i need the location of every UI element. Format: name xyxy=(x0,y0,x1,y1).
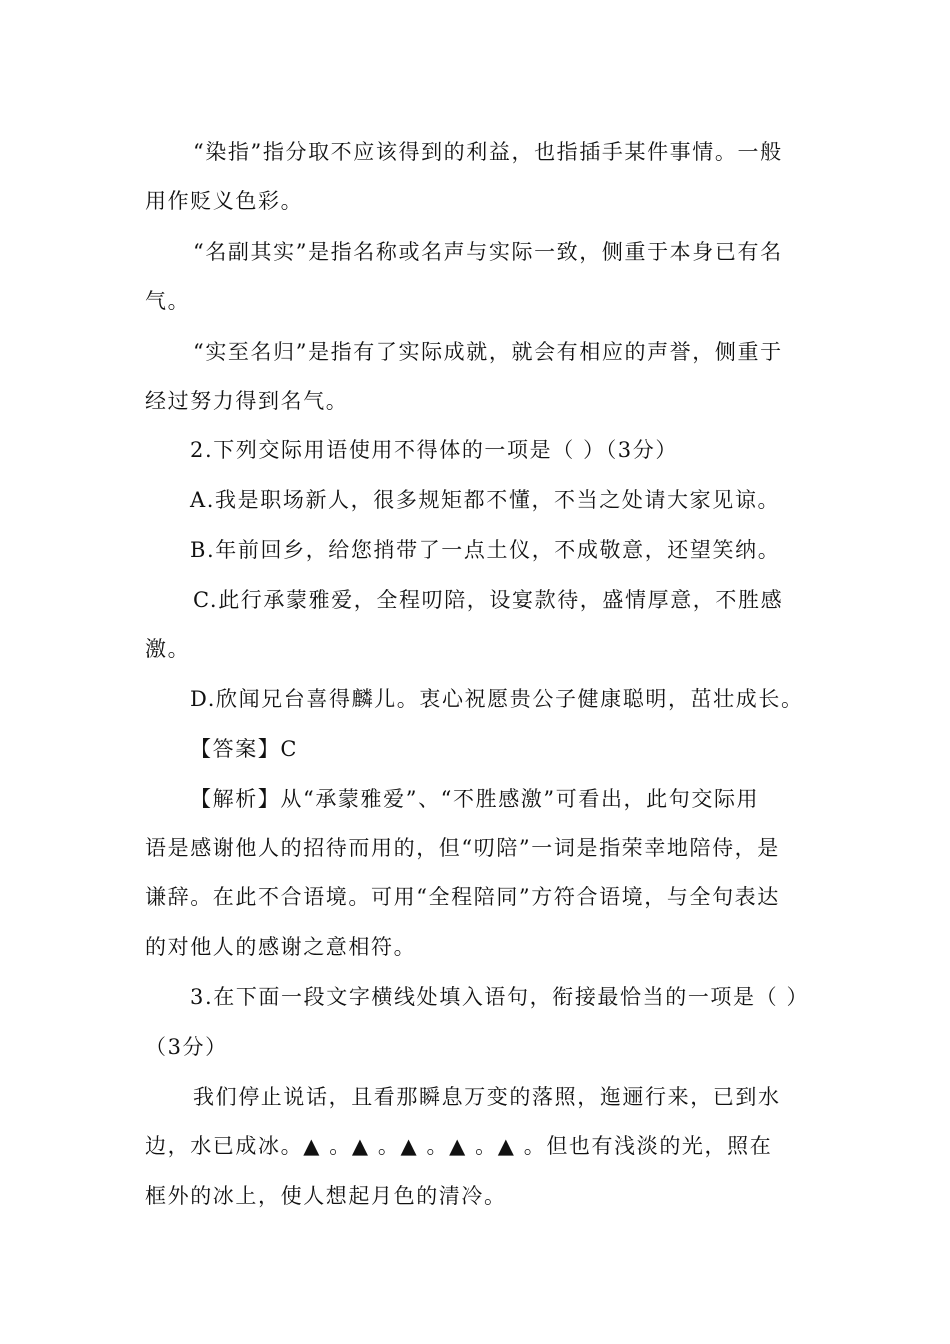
paragraph-line: 经过努力得到名气。 xyxy=(145,389,349,413)
explanation-line: 的对他人的感谢之意相符。 xyxy=(145,935,417,959)
question-2-stem: 2.下列交际用语使用不得体的一项是（ ）（3分） xyxy=(190,438,678,462)
passage-line: 框外的冰上，使人想起月色的清冷。 xyxy=(145,1184,507,1208)
question-3-score: （3分） xyxy=(145,1035,228,1059)
paragraph-line: “名副其实”是指名称或名声与实际一致，侧重于本身已有名 xyxy=(193,240,783,264)
paragraph-line: “实至名归”是指有了实际成就，就会有相应的声誉，侧重于 xyxy=(193,340,783,364)
option-d: D.欣闻兄台喜得麟儿。衷心祝愿贵公子健康聪明，茁壮成长。 xyxy=(190,687,804,711)
option-a: A.我是职场新人，很多规矩都不懂，不当之处请大家见谅。 xyxy=(190,488,781,512)
explanation-line: 语是感谢他人的招待而用的，但“叨陪”一词是指荣幸地陪侍，是 xyxy=(145,836,780,860)
explanation-line: 谦辞。在此不合语境。可用“全程陪同”方符合语境，与全句表达 xyxy=(145,885,780,909)
answer-label: 【答案】C xyxy=(190,737,299,761)
paragraph-line: 用作贬义色彩。 xyxy=(145,189,304,213)
passage-line: 边，水已成冰。▲ 。▲ 。▲ 。▲ 。▲ 。但也有浅淡的光，照在 xyxy=(145,1134,773,1158)
paragraph-line: 气。 xyxy=(145,289,191,313)
passage-line: 我们停止说话，且看那瞬息万变的落照，迤逦行来，已到水 xyxy=(193,1085,781,1109)
question-3-stem: 3.在下面一段文字横线处填入语句，衔接最恰当的一项是（ ） xyxy=(190,985,810,1009)
option-c: C.此行承蒙雅爱，全程叨陪，设宴款待，盛情厚意，不胜感 xyxy=(193,588,784,612)
explanation-line: 【解析】从“承蒙雅爱”、“不胜感激”可看出，此句交际用 xyxy=(190,787,760,811)
paragraph-line: “染指”指分取不应该得到的利益，也指插手某件事情。一般 xyxy=(193,140,783,164)
option-b: B.年前回乡，给您捎带了一点土仪，不成敬意，还望笑纳。 xyxy=(190,538,781,562)
option-c-continued: 激。 xyxy=(145,637,191,661)
